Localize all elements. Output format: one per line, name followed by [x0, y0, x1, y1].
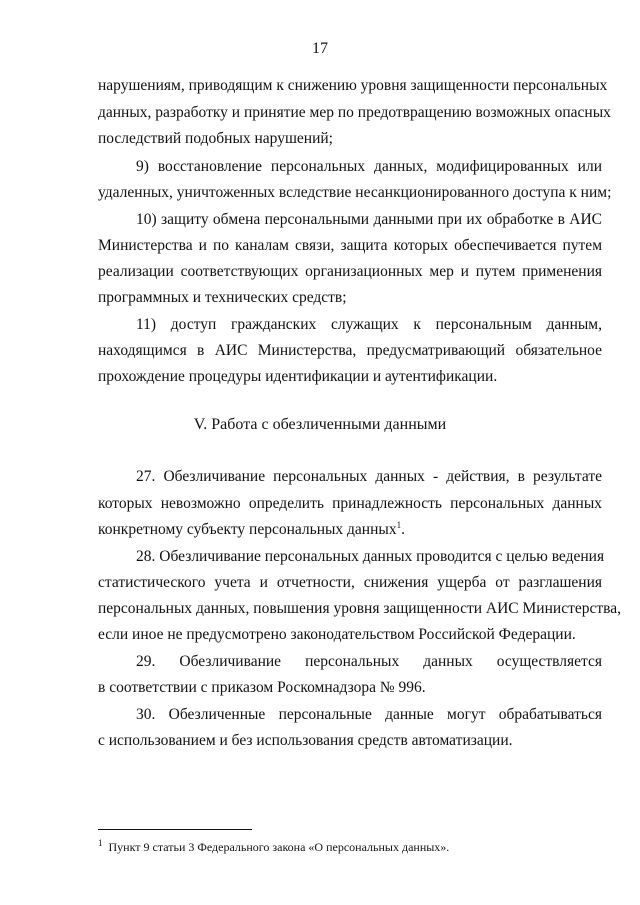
period: . [401, 521, 405, 538]
text-line: нарушениям, приводящим к снижению уровня защищенности персональных [98, 77, 608, 94]
text-line: данных, разработку и принятие мер по предотвращению возможных опасных [98, 104, 611, 121]
text-line-with-footnote [98, 520, 602, 540]
text-line: если иное не предусмотрено законодательством Российской Федерации. [98, 626, 576, 643]
text-line: реализации соответствующих организационных мер и путем применения [98, 263, 602, 280]
text-line: которых невозможно определить принадлежность персональных данных [98, 495, 602, 512]
text-line: 30. Обезличенные персональные данные могут обрабатываться [136, 706, 602, 723]
text-line: 28. Обезличивание персональных данных проводится с целью ведения [136, 548, 605, 565]
text-line: 9) восстановление персональных данных, модифицированных или [136, 158, 602, 175]
text-line: в соответствии с приказом Роскомнадзора № 996. [98, 679, 426, 696]
text-line: последствий подобных нарушений; [98, 130, 333, 147]
text-line: 27. Обезличивание персональных данных - действия, в результате [136, 468, 602, 485]
section-heading: V. Работа с обезличенными данными [193, 416, 447, 433]
text-line: 10) защиту обмена персональными данными при их обработке в АИС [136, 211, 602, 228]
footnote-reference: 1 [396, 519, 402, 530]
text-line: с использованием и без использования средств автоматизации. [98, 732, 513, 749]
text-line: 11) доступ гражданских служащих к персональным данным, [136, 316, 602, 333]
text-line: Министерства и по каналам связи, защита которых обеспечивается путем [98, 237, 602, 254]
text-line: статистического учета и отчетности, снижения ущерба от разглашения [98, 574, 602, 591]
text-line: программных и технических средств; [98, 289, 347, 306]
footnote-divider [98, 829, 252, 830]
footnote-text: Пункт 9 статьи 3 Федерального закона «О персональных данных». [108, 840, 450, 854]
footnote-marker: 1 [98, 838, 103, 848]
text-line: находящимся в АИС Министерства, предусматривающий обязательное [98, 342, 602, 359]
text-line-content: конкретному субъекту персональных данных [98, 521, 397, 538]
text-line: персональных данных, повышения уровня защищенности АИС Министерства, [98, 600, 621, 617]
text-line: удаленных, уничтоженных вследствие несанкционированного доступа к ним; [98, 184, 612, 201]
page-number: 17 [312, 40, 328, 57]
text-line: прохождение процедуры идентификации и аутентификации. [98, 368, 498, 385]
footnote [98, 839, 602, 855]
text-line: 29. Обезличивание персональных данных осуществляется [136, 653, 602, 670]
